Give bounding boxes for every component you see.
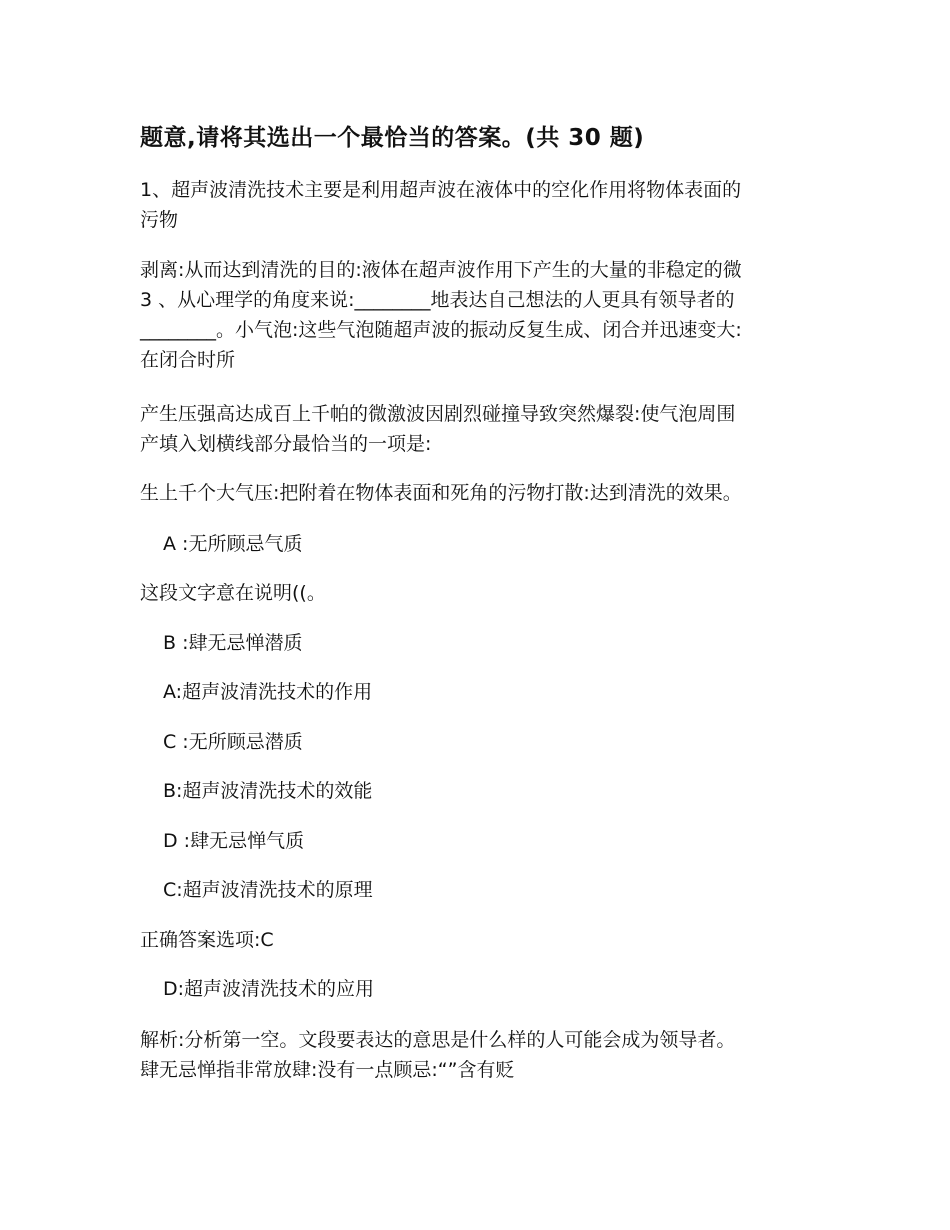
option-b-second: B:超声波清洗技术的效能	[163, 780, 373, 802]
option-b-first: B :肆无忌惮潜质	[163, 632, 303, 654]
option-c-second: C:超声波清洗技术的原理	[163, 879, 373, 901]
paragraph-line: 产生压强高达成百上千帕的微激波因剧烈碰撞导致突然爆裂:使气泡周围	[140, 403, 736, 425]
paragraph-line: 3 、从心理学的角度来说:________地表达自己想法的人更具有领导者的	[140, 289, 735, 311]
analysis-line: 肆无忌惮指非常放肆:没有一点顾忌:“”含有贬	[140, 1059, 515, 1081]
option-a-first: A :无所顾忌气质	[163, 533, 303, 555]
analysis-line: 解析:分析第一空。文段要表达的意思是什么样的人可能会成为领导者。	[140, 1029, 736, 1051]
option-d-first: D :肆无忌惮气质	[163, 830, 305, 852]
option-d-second: D:超声波清洗技术的应用	[163, 978, 375, 1000]
paragraph-line: 剥离:从而达到清洗的目的:液体在超声波作用下产生的大量的非稳定的微	[140, 259, 742, 281]
paragraph-line: 1、超声波清洗技术主要是利用超声波在液体中的空化作用将物体表面的	[140, 179, 742, 201]
option-a-second: A:超声波清洗技术的作用	[163, 681, 373, 703]
section-title: 题意,请将其选出一个最恰当的答案。(共 30 题)	[140, 125, 645, 151]
correct-answer: 正确答案选项:C	[140, 929, 274, 951]
paragraph-4	[140, 478, 820, 508]
paragraph-line: 污物	[140, 209, 179, 231]
option-c-first: C :无所顾忌潜质	[163, 731, 303, 753]
paragraph-line: 在闭合时所	[140, 349, 236, 371]
paragraph-3	[140, 399, 820, 459]
paragraph-1	[140, 175, 820, 235]
paragraph-line: 生上千个大气压:把附着在物体表面和死角的污物打散:达到清洗的效果。	[140, 482, 742, 504]
question-stem: 这段文字意在说明((。	[140, 582, 326, 604]
paragraph-line: 产填入划横线部分最恰当的一项是:	[140, 433, 432, 455]
paragraph-2	[140, 255, 820, 375]
paragraph-line: ________。小气泡:这些气泡随超声波的振动反复生成、闭合并迅速变大:	[140, 319, 742, 341]
analysis-paragraph	[140, 1025, 820, 1085]
